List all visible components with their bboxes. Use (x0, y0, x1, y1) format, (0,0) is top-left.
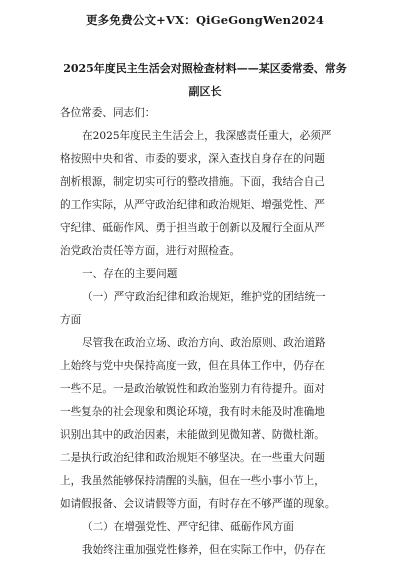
body-line: 上，我虽然能够保持清醒的头脑，但在一些小事小节上， (60, 475, 325, 487)
subsection-heading-continued: 方面 (60, 314, 82, 326)
body-line: 一些复杂的社会现象和舆论环境，我有时未能及时准确地 (60, 406, 325, 418)
document-title-line-2: 副区长 (188, 85, 222, 98)
body-line: 剖析根源，制定切实可行的整改措施。下面，我结合自己 (60, 176, 325, 188)
watermark-header: 更多免费公文+VX：QiGeGongWen2024 (85, 13, 325, 27)
body-line: 一些不足。一是政治敏锐性和政治鉴别力有待提升。面对 (60, 383, 325, 395)
body-line: 格按照中央和省、市委的要求，深入查找自身存在的问题 (60, 153, 325, 165)
body-line: 我始终注重加强党性修养，但在实际工作中，仍存在 (82, 544, 326, 556)
document-title-line-1: 2025年度民主生活会对照检查材料——某区委常委、常务 (63, 62, 347, 75)
subsection-heading: （二）在增强党性、严守纪律、砥砺作风方面 (82, 521, 294, 533)
salutation: 各位常委、同志们： (60, 107, 156, 119)
body-line: 二是执行政治纪律和政治规矩不够坚决。在一些重大问题 (60, 452, 325, 464)
section-heading: 一、存在的主要问题 (82, 268, 178, 280)
body-line: 上始终与党中央保持高度一致，但在具体工作中，仍存在 (60, 360, 325, 372)
body-line: 在2025年度民主生活会上，我深感责任重大，必须严 (82, 130, 332, 142)
body-line: 尽管我在政治立场、政治方向、政治原则、政治道路 (82, 337, 326, 349)
body-line: 治党政治责任等方面，进行对照检查。 (60, 245, 241, 257)
body-line: 识别出其中的政治因素，未能做到见微知著、防微杜渐。 (60, 429, 325, 441)
body-line: 的工作实际，从严守政治纪律和政治规矩、增强党性、严 (60, 199, 325, 211)
subsection-heading: （一）严守政治纪律和政治规矩，维护党的团结统一 (82, 291, 326, 303)
body-line: 守纪律、砥砺作风、勇于担当敢于创新以及履行全面从严 (60, 222, 325, 234)
body-line: 如请假报备、会议请假等方面，有时存在不够严谨的现象。 (60, 498, 336, 510)
